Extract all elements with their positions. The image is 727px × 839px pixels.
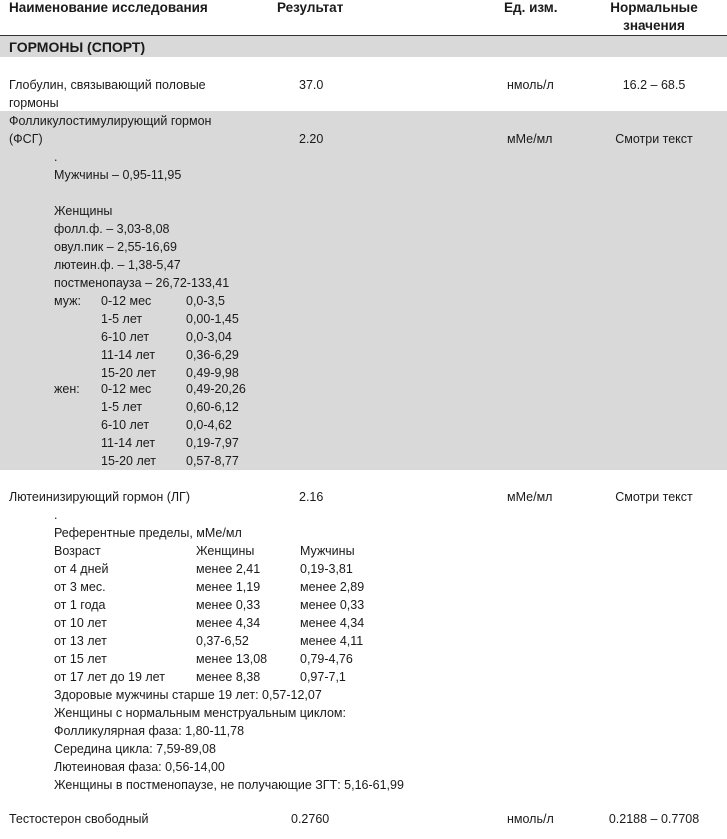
- fsh-women-line: постменопауза – 26,72-133,41: [54, 276, 230, 290]
- lh-row-age: от 3 мес.: [54, 580, 106, 594]
- fsh-norm: Смотри текст: [615, 132, 693, 146]
- lh-row-men: менее 0,33: [300, 598, 365, 612]
- fsh-male-range: 0,36-6,29: [186, 348, 239, 362]
- lh-row-women: менее 8,38: [196, 670, 261, 684]
- shbg-result: 37.0: [299, 78, 324, 92]
- fsh-male-range: 0,00-1,45: [186, 312, 239, 326]
- fsh-name-line1: Фолликулостимулирующий гормон: [9, 114, 212, 128]
- fsh-female-age: 6-10 лет: [101, 418, 150, 432]
- lh-name: Лютеинизирующий гормон (ЛГ): [9, 490, 190, 504]
- lh-row-men: менее 4,11: [300, 634, 364, 648]
- fsh-male-range: 0,49-9,98: [186, 366, 239, 380]
- fsh-men: Мужчины – 0,95-11,95: [54, 168, 182, 182]
- fsh-female-range: 0,57-8,77: [186, 454, 239, 468]
- testosterone-result: 0.2760: [291, 812, 330, 826]
- lh-note: Фолликулярная фаза: 1,80-11,78: [54, 724, 245, 738]
- lh-row-men: 0,19-3,81: [300, 562, 353, 576]
- fsh-women-line: овул.пик – 2,55-16,69: [54, 240, 177, 254]
- fsh-women-line: фолл.ф. – 3,03-8,08: [54, 222, 170, 236]
- lh-row-women: менее 1,19: [196, 580, 261, 594]
- lh-row-women: менее 13,08: [196, 652, 268, 666]
- lh-note: Здоровые мужчины старше 19 лет: 0,57-12,07: [54, 688, 322, 702]
- fsh-male-age: 6-10 лет: [101, 330, 150, 344]
- header-result: Результат: [277, 0, 344, 15]
- lh-result: 2.16: [299, 490, 324, 504]
- lh-row-women: менее 4,34: [196, 616, 261, 630]
- lh-row-women: 0,37-6,52: [196, 634, 249, 648]
- shbg-name-line1: Глобулин, связывающий половые: [9, 78, 206, 92]
- lh-norm: Смотри текст: [615, 490, 693, 504]
- fsh-female-range: 0,19-7,97: [186, 436, 239, 450]
- header-norm-line1: Нормальные: [610, 0, 698, 15]
- fsh-male-age: 1-5 лет: [101, 312, 143, 326]
- testosterone-name: Тестостерон свободный: [9, 812, 149, 826]
- fsh-female-age: 11-14 лет: [101, 436, 156, 450]
- lh-row-age: от 17 лет до 19 лет: [54, 670, 165, 684]
- lh-note: Лютеиновая фаза: 0,56-14,00: [54, 760, 225, 774]
- lh-row-men: менее 2,89: [300, 580, 365, 594]
- lh-row-men: 0,79-4,76: [300, 652, 353, 666]
- fsh-women-title: Женщины: [54, 204, 113, 218]
- lh-row-age: от 1 года: [54, 598, 106, 612]
- fsh-male-label: муж:: [54, 294, 81, 308]
- lh-note: Середина цикла: 7,59-89,08: [54, 742, 216, 756]
- fsh-male-age: 11-14 лет: [101, 348, 156, 362]
- lh-row-men: 0,97-7,1: [300, 670, 346, 684]
- lh-row-women: менее 2,41: [196, 562, 261, 576]
- fsh-women-line: лютеин.ф. – 1,38-5,47: [54, 258, 181, 272]
- lh-col-women: Женщины: [196, 544, 255, 558]
- shbg-name-line2: гормоны: [9, 96, 59, 110]
- fsh-female-range: 0,60-6,12: [186, 400, 239, 414]
- fsh-female-range: 0,0-4,62: [186, 418, 232, 432]
- lh-row-age: от 10 лет: [54, 616, 107, 630]
- shbg-unit: нмоль/л: [507, 78, 554, 92]
- fsh-male-age: 15-20 лет: [101, 366, 156, 380]
- lh-ref-title: Референтные пределы, мМе/мл: [54, 526, 242, 540]
- fsh-female-age: 0-12 мес: [101, 382, 152, 396]
- lh-unit: мМе/мл: [507, 490, 553, 504]
- fsh-female-range: 0,49-20,26: [186, 382, 246, 396]
- lh-row-age: от 4 дней: [54, 562, 109, 576]
- lh-row-age: от 13 лет: [54, 634, 107, 648]
- lh-note: Женщины с нормальным менструальным циклом:: [54, 706, 346, 720]
- fsh-male-range: 0,0-3,5: [186, 294, 225, 308]
- shbg-norm: 16.2 – 68.5: [622, 78, 686, 92]
- fsh-female-label: жен:: [54, 382, 80, 396]
- fsh-male-age: 0-12 мес: [101, 294, 152, 308]
- lh-row-men: менее 4,34: [300, 616, 365, 630]
- lh-col-men: Мужчины: [300, 544, 355, 558]
- fsh-female-age: 15-20 лет: [101, 454, 156, 468]
- section-title: ГОРМОНЫ (СПОРТ): [9, 39, 146, 55]
- fsh-female-age: 1-5 лет: [101, 400, 143, 414]
- lh-col-age: Возраст: [54, 544, 101, 558]
- testosterone-norm: 0.2188 – 0.7708: [608, 812, 700, 826]
- lh-row-age: от 15 лет: [54, 652, 107, 666]
- testosterone-unit: нмоль/л: [507, 812, 554, 826]
- lh-dot: .: [54, 508, 58, 522]
- fsh-dot: .: [54, 150, 58, 164]
- header-unit: Ед. изм.: [504, 0, 558, 15]
- fsh-male-range: 0,0-3,04: [186, 330, 232, 344]
- fsh-unit: мМе/мл: [507, 132, 553, 146]
- fsh-name-line2: (ФСГ): [9, 132, 43, 146]
- lh-row-women: менее 0,33: [196, 598, 261, 612]
- header-name: Наименование исследования: [9, 0, 208, 15]
- header-norm-line2: значения: [623, 18, 685, 33]
- fsh-result: 2.20: [299, 132, 324, 146]
- lh-note: Женщины в постменопаузе, не получающие ЗГТ: 5,16-61,99: [54, 778, 404, 792]
